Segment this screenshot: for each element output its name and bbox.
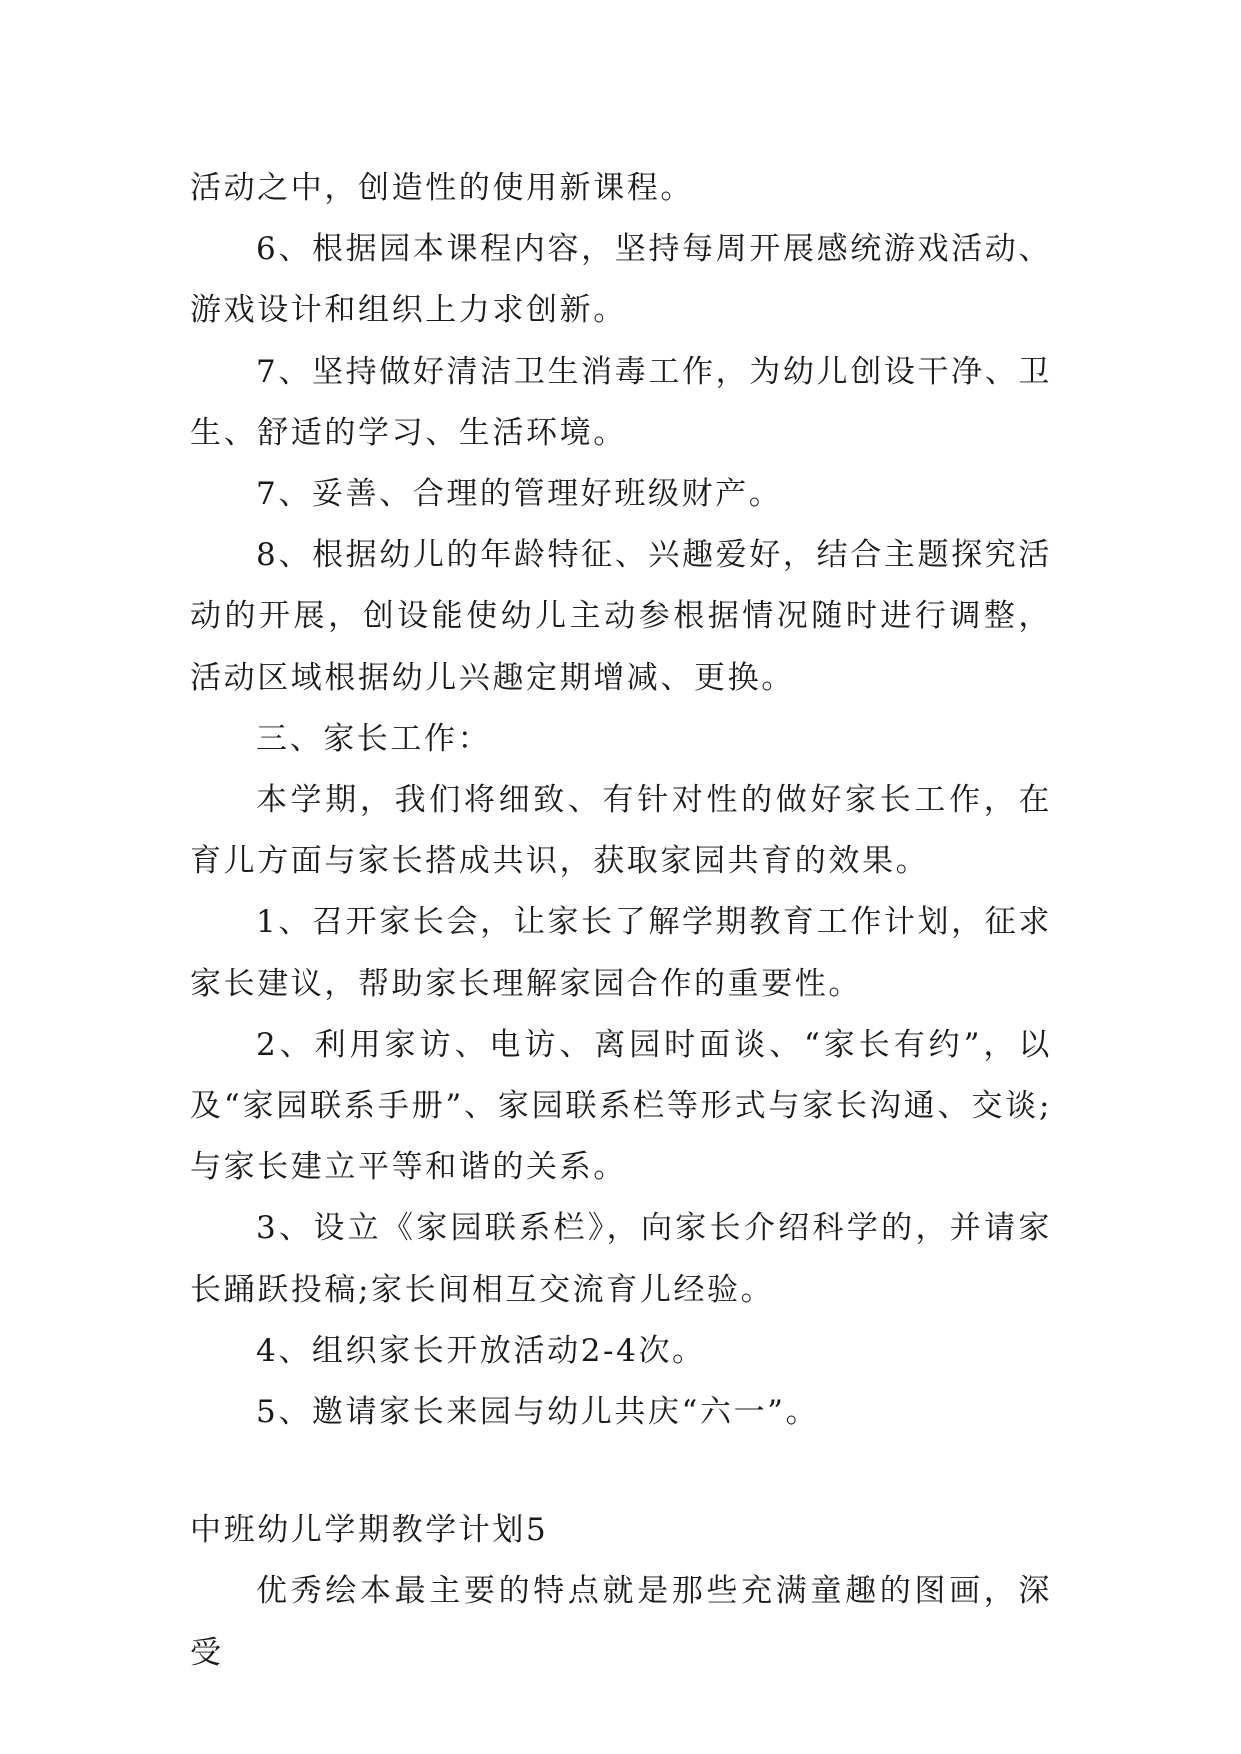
document-body	[190, 158, 1052, 1684]
paragraph: 7、坚持做好清洁卫生消毒工作，为幼儿创设干净、卫生、舒适的学习、生活环境。	[190, 353, 1052, 451]
paragraph: 7、妥善、合理的管理好班级财产。	[256, 476, 783, 513]
paragraph: 活动之中，创造性的使用新课程。	[190, 170, 694, 206]
paragraph: 3、设立《家园联系栏》，向家长介绍科学的，并请家长踊跃投稿;家长间相互交流育儿经验。	[190, 1210, 1052, 1308]
paragraph: 6、根据园本课程内容，坚持每周开展感统游戏活动、游戏设计和组织上力求创新。	[190, 231, 1052, 329]
document-section-title: 中班幼儿学期教学计划5	[190, 1512, 549, 1549]
paragraph: 2、利用家访、电访、离园时面谈、“家长有约”，以及“家园联系手册”、家园联系栏等形式与家长沟通、交谈;与家长建立平等和谐的关系。	[190, 1026, 1052, 1186]
section-heading-parents: 三、家长工作：	[256, 720, 492, 757]
paragraph: 优秀绘本最主要的特点就是那些充满童趣的图画，深受	[190, 1573, 1052, 1671]
paragraph: 5、邀请家长来园与幼儿共庆“六一”。	[256, 1394, 820, 1431]
paragraph: 本学期，我们将细致、有针对性的做好家长工作，在育儿方面与家长搭成共识，获取家园共育的效果。	[190, 782, 1052, 880]
section-spacer	[190, 1443, 1052, 1500]
paragraph: 8、根据幼儿的年龄特征、兴趣爱好，结合主题探究活动的开展，创设能使幼儿主动参根据情况随时进行调整，活动区域根据幼儿兴趣定期增减、更换。	[190, 537, 1052, 696]
paragraph: 4、组织家长开放活动2-4次。	[256, 1332, 706, 1369]
paragraph: 1、召开家长会，让家长了解学期教育工作计划，征求家长建议，帮助家长理解家园合作的重要性。	[190, 904, 1052, 1002]
